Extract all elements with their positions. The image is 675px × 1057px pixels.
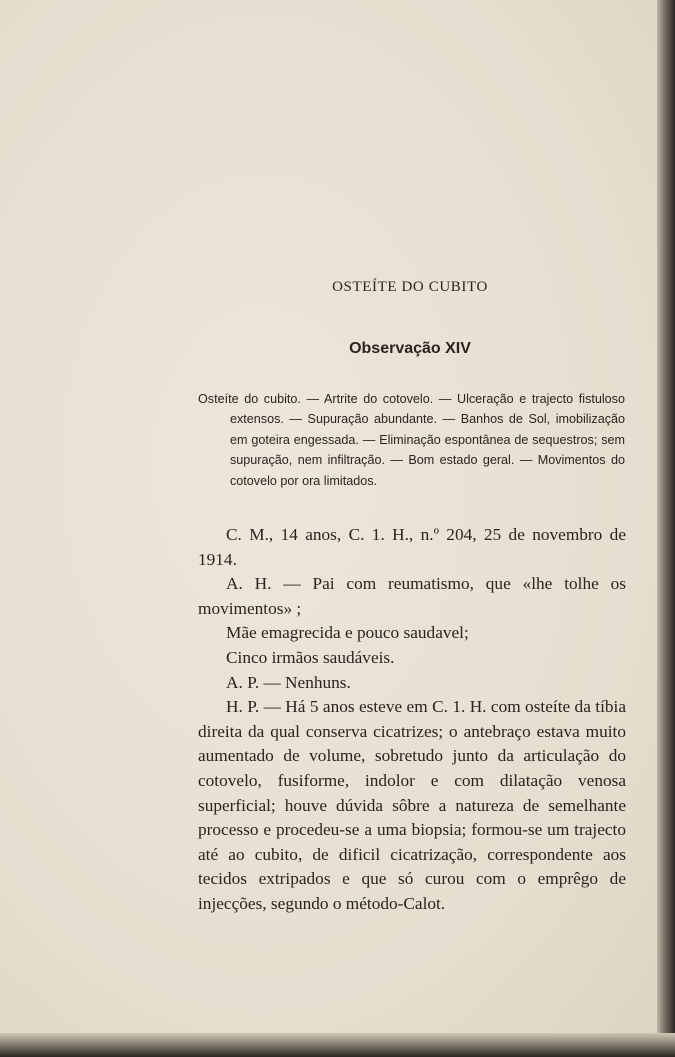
page-edge-right bbox=[657, 0, 675, 1057]
family-history-siblings: Cinco irmãos saudáveis. bbox=[226, 647, 395, 667]
observation-summary: Osteíte do cubito. — Artrite do cotovelo. — Ulceração e trajecto fistuloso extensos. — Supuração abundante. — Banhos de Sol, imobilização em goteira engessada. — Eliminação espontânea de sequestros; sem supuração, nem infiltração. — Bom estado geral. — Movimentos do cotovelo por ora limitados. bbox=[198, 392, 625, 488]
history-present-illness: H. P. — Há 5 anos esteve em C. 1. H. com osteíte da tíbia direita da qual conserva cicatrizes; o antebraço estava muito aumentado de volume, sobretudo junto da articulação do cotovelo, fusiforme, indolor e com dilatação venosa superficial; houve dúvida sôbre a natureza de semelhante processo e procedeu-se a uma biopsia; formou-se um trajecto até ao cubito, de dificil cicatrização, correspondente aos tecidos extripados e que só curou com o emprêgo de injecções, segundo o método-Calot. bbox=[198, 697, 626, 913]
case-body bbox=[198, 523, 626, 917]
observation-title: Observação XIV bbox=[349, 340, 471, 357]
case-identification: C. M., 14 anos, C. 1. H., n.º 204, 25 de novembro de 1914. bbox=[198, 525, 626, 569]
family-history-mother: Mãe emagrecida e pouco saudavel; bbox=[226, 623, 469, 643]
page-edge-bottom bbox=[0, 1033, 675, 1057]
personal-antecedents: A. P. — Nenhuns. bbox=[226, 672, 351, 692]
family-history-father: A. H. — Pai com reumatismo, que «lhe tolhe os movimentos» ; bbox=[198, 574, 626, 618]
section-title: OSTEÍTE DO CUBITO bbox=[332, 279, 488, 295]
